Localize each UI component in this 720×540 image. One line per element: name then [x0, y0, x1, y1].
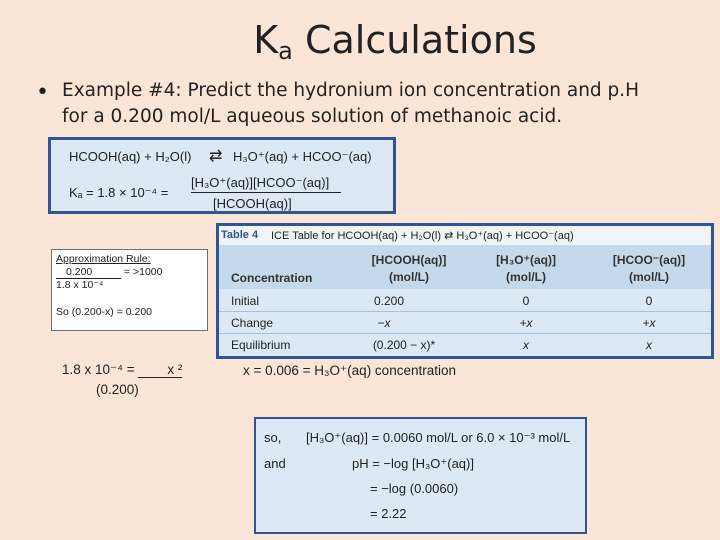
row-label-change: Change: [231, 316, 274, 330]
equation-products: H₃O⁺(aq) + HCOO⁻(aq): [233, 149, 372, 164]
fraction-bar: [191, 192, 341, 193]
header-concentration: Concentration: [231, 271, 313, 285]
cell-equilibrium-hcoo: x: [646, 338, 652, 352]
ice-table: [216, 223, 714, 359]
header-hcooh: [HCOOH(aq)]: [371, 253, 447, 267]
result-ph-value: = 2.22: [370, 506, 407, 521]
row-label-equilibrium: Equilibrium: [231, 338, 291, 352]
result-ph-substitution: = −log (0.0060): [370, 481, 459, 496]
table-caption-label: Table 4: [221, 229, 259, 241]
ka-expression-label: Kₐ = 1.8 × 10⁻⁴ =: [69, 185, 169, 200]
header-h3o: [H₃O⁺(aq)]: [496, 253, 556, 267]
row-divider: [219, 311, 711, 312]
cell-initial-hcooh: 0.200: [373, 294, 405, 308]
cell-change-hcooh: −x: [377, 316, 391, 330]
header-hcooh-units: (mol/L): [389, 270, 429, 284]
result-h3o-concentration: [H₃O⁺(aq)] = 0.0060 mol/L or 6.0 × 10⁻³ mol/L: [306, 430, 571, 445]
table-caption-text: ICE Table for HCOOH(aq) + H₂O(l) ⇄ H₃O⁺(aq) + HCOO⁻(aq): [271, 230, 574, 242]
ka-denominator: [HCOOH(aq)]: [213, 196, 292, 211]
cell-change-hcoo: +x: [642, 316, 656, 330]
header-hcoo: [HCOO⁻(aq)]: [612, 253, 686, 267]
ka-substitution: [62, 362, 182, 397]
approx-ratio-numerator: 0.200: [56, 266, 121, 279]
cell-initial-hcoo: 0: [645, 294, 653, 308]
equilibrium-equation-box: [48, 137, 396, 214]
row-divider: [219, 333, 711, 334]
approx-so-line: So (0.200-x) = 0.200: [56, 306, 153, 318]
approx-heading: Approximation Rule:: [56, 253, 151, 265]
header-hcoo-units: (mol/L): [629, 270, 669, 284]
approximation-rule-box: [51, 249, 208, 331]
approx-ratio-comparison: = >1000: [123, 266, 163, 278]
cell-equilibrium-h3o: x: [523, 338, 529, 352]
ka-numerator: [H₃O⁺(aq)][HCOO⁻(aq)]: [191, 175, 330, 190]
calc-lhs: 1.8 x 10⁻⁴ =: [62, 362, 135, 377]
header-h3o-units: (mol/L): [506, 270, 546, 284]
approx-ratio-denominator: 1.8 x 10⁻⁴: [56, 279, 104, 291]
x-result: x = 0.006 = H₃O⁺(aq) concentration: [243, 363, 456, 378]
calc-denominator: (0.200): [96, 382, 139, 397]
cell-initial-h3o: 0: [522, 294, 530, 308]
example-text: Example #4: Predict the hydronium ion concentration and p.H for a 0.200 mol/L aqueous solution of methanoic acid.: [62, 80, 640, 127]
equation-reactants: HCOOH(aq) + H₂O(l): [69, 149, 192, 164]
slide-title: $K_a$ Calculations: [253, 18, 537, 65]
equilibrium-arrow-icon: ⇄: [209, 148, 223, 165]
ph-result-box: [254, 417, 587, 534]
result-so: so,: [264, 430, 282, 445]
result-ph-formula: pH = −log [H₃O⁺(aq)]: [352, 456, 474, 471]
calc-numerator: x ²: [138, 363, 182, 378]
cell-equilibrium-hcooh: (0.200 − x)*: [372, 338, 436, 352]
row-label-initial: Initial: [231, 294, 260, 308]
bullet-marker: •: [36, 80, 49, 105]
result-and: and: [264, 456, 286, 471]
cell-change-h3o: +x: [519, 316, 533, 330]
